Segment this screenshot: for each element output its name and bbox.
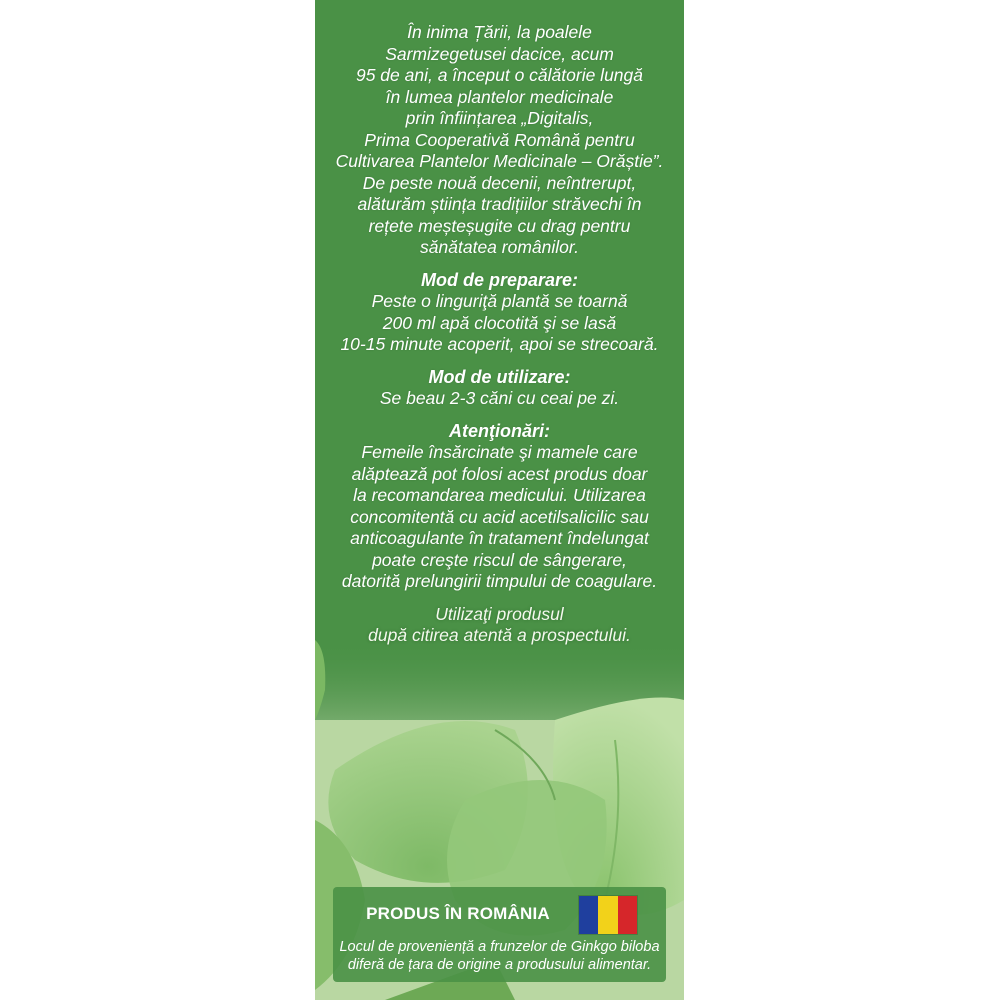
intro-line: alăturăm știința tradițiilor străvechi în [357, 194, 642, 214]
usage-text [315, 388, 684, 410]
intro-line: Cultivarea Plantelor Medicinale – Orăștie”. [335, 151, 664, 171]
intro-line: De peste nouă decenii, neîntrerupt, [362, 172, 637, 193]
flag-stripe-yellow [598, 896, 617, 934]
preparation-line: 10-15 minute acoperit, apoi se strecoară. [340, 334, 659, 354]
intro-line: prin înființarea „Digitalis, [405, 108, 594, 128]
closing-line: după citirea atentă a prospectului. [368, 625, 631, 645]
warnings-line: anticoagulante în tratament îndelungat [350, 528, 649, 548]
warnings-line: Femeile însărcinate şi mamele care [361, 442, 638, 462]
intro-text [315, 22, 684, 259]
origin-note-line: diferă de țara de origine a produsului alimentar. [347, 956, 652, 973]
intro-line: Sarmizegetusei dacice, acum [385, 43, 614, 64]
warnings-line: concomitentă cu acid acetilsalicilic sau [350, 506, 649, 527]
usage-line: Se beau 2-3 căni cu ceai pe zi. [379, 388, 620, 408]
preparation-section [315, 270, 684, 356]
closing-text [315, 604, 684, 647]
label-text [315, 22, 684, 647]
intro-line: în lumea plantelor medicinale [385, 86, 614, 107]
romania-flag-icon [578, 895, 638, 935]
flag-stripe-blue [579, 896, 598, 934]
warnings-text [315, 442, 684, 593]
preparation-line: Peste o linguriţă plantă se toarnă [371, 291, 628, 311]
warnings-section [315, 421, 684, 593]
preparation-heading: Mod de preparare: [420, 269, 579, 290]
origin-title: PRODUS ÎN ROMÂNIA [366, 904, 550, 923]
intro-line: 95 de ani, a început o călătorie lungă [355, 65, 643, 85]
warnings-line: datorită prelungirii timpului de coagulare. [341, 571, 658, 591]
preparation-text [315, 291, 684, 356]
intro-line: Prima Cooperativă Română pentru [364, 129, 635, 150]
origin-box [333, 887, 666, 982]
label-panel [315, 0, 684, 1000]
closing-line: Utilizaţi produsul [435, 603, 564, 624]
warnings-heading: Atenţionări: [449, 420, 550, 441]
usage-section [315, 367, 684, 410]
origin-note-line: Locul de proveniență a frunzelor de Ginkgo biloba [339, 939, 660, 955]
intro-line: sănătatea românilor. [420, 237, 579, 257]
warnings-line: poate creşte riscul de sângerare, [372, 549, 627, 570]
usage-heading: Mod de utilizare: [428, 366, 571, 387]
warnings-line: alăptează pot folosi acest produs doar [351, 463, 648, 484]
flag-stripe-red [618, 896, 637, 934]
preparation-line: 200 ml apă clocotită şi se lasă [382, 312, 617, 333]
intro-line: În inima Țării, la poalele [407, 22, 592, 42]
warnings-line: la recomandarea medicului. Utilizarea [353, 485, 646, 505]
intro-line: rețete meșteșugite cu drag pentru [368, 215, 631, 236]
origin-note [333, 939, 666, 974]
